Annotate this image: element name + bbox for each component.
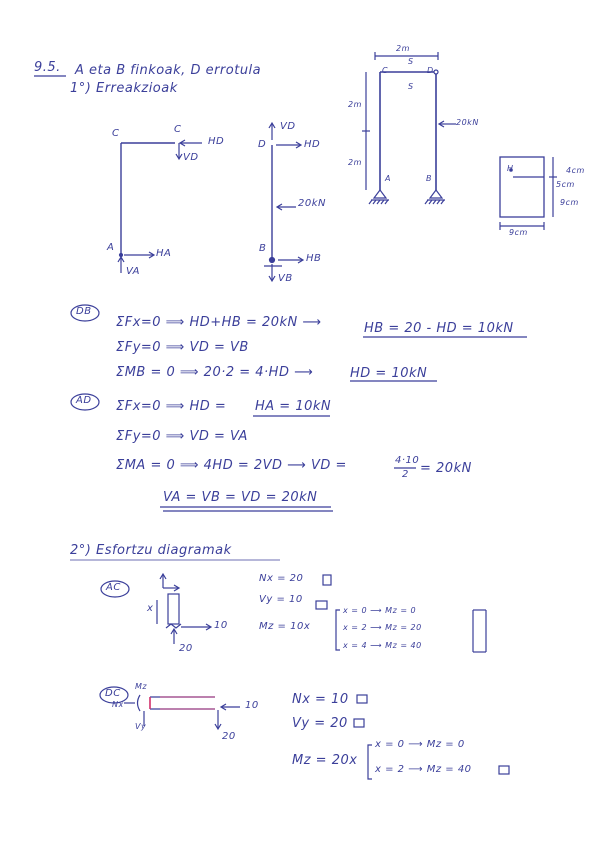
section-dim-b: 5cm xyxy=(556,180,575,189)
section-dc-tag: DC xyxy=(105,688,121,699)
frame-label-b: B xyxy=(426,174,432,183)
section-ac-case2: x = 2 ⟶ Mz = 20 xyxy=(343,623,422,632)
fbd-ac-label-vd: VD xyxy=(183,152,199,163)
section-ac-fbd-x: x xyxy=(147,603,154,614)
frame-load-label: 20kN xyxy=(456,118,479,127)
section-dc-vy: Vy = 20 xyxy=(292,716,348,731)
frame-label-c: C xyxy=(382,66,389,75)
frame-top-width: 2m xyxy=(396,44,410,53)
exercise-number: 9.5. xyxy=(34,60,61,75)
fbd-bd-label-vb: VB xyxy=(278,273,293,284)
section-ac-case3: x = 4 ⟶ Mz = 40 xyxy=(343,641,422,650)
eq-ad-line3-right: = 20kN xyxy=(420,461,472,476)
eq-db-line1-right: HB = 20 - HD = 10kN xyxy=(364,321,514,336)
section-width: 9cm xyxy=(509,228,528,237)
frame-height-lower: 2m xyxy=(348,158,362,167)
section-dc-mz: Mz = 20x xyxy=(292,753,358,768)
fbd-bd-load-label: 20kN xyxy=(298,198,326,209)
eq-db-line3-left: ΣMB = 0 ⟹ 20·2 = 4·HD ⟶ xyxy=(116,365,314,380)
eq-ad-line3-left: ΣMA = 0 ⟹ 4HD = 2VD ⟶ VD = xyxy=(116,458,347,473)
section-ac-mz: Mz = 10x xyxy=(259,621,311,632)
section-dim-a: 4cm xyxy=(566,166,585,175)
section-ac-fbd-10: 10 xyxy=(214,620,228,631)
fbd-bd-label-hd: HD xyxy=(304,139,321,150)
fbd-ac-label-ha: HA xyxy=(156,248,172,259)
eq-ad-line1-right: HA = 10kN xyxy=(255,399,332,414)
step1-heading: 1°) Erreakzioak xyxy=(70,81,178,96)
section-dc-fbd-20: 20 xyxy=(222,731,236,742)
eq-ad-line2: ΣFy=0 ⟹ VD = VA xyxy=(116,429,248,444)
frame-diagram xyxy=(362,52,456,204)
frame-label-s-top: S xyxy=(408,57,414,66)
section-ac-nx: Nx = 20 xyxy=(259,573,304,584)
eq-ad-frac-den: 2 xyxy=(402,469,409,480)
section-ac-case1: x = 0 ⟶ Mz = 0 xyxy=(343,606,417,615)
section-dc-case1: x = 0 ⟶ Mz = 0 xyxy=(375,739,465,750)
fbd-bd-label-d: D xyxy=(258,139,267,150)
frame-height-upper: 2m xyxy=(348,100,362,109)
fbd-ac-label-a: A xyxy=(107,242,115,253)
eq-ad-tag: AD xyxy=(76,395,92,406)
section-ac-vy: Vy = 10 xyxy=(259,594,303,605)
section-ac-tag: AC xyxy=(106,582,121,593)
step2-heading: 2°) Esfortzu diagramak xyxy=(70,543,232,558)
eq-db-line3-right: HD = 10kN xyxy=(350,366,428,381)
frame-label-a: A xyxy=(385,174,391,183)
eq-summary: VA = VB = VD = 20kN xyxy=(163,490,318,505)
fbd-ac-label-c: C xyxy=(112,128,120,139)
exercise-title: A eta B finkoak, D errotula xyxy=(75,63,262,78)
section-dc-fbd-mz: Mz xyxy=(135,682,148,691)
section-dc-fbd-nx: Nx xyxy=(112,700,124,709)
section-dc-nx: Nx = 10 xyxy=(292,692,349,707)
eq-db-line1-left: ΣFx=0 ⟹ HD+HB = 20kN ⟶ xyxy=(116,315,322,330)
frame-label-s-mid: S xyxy=(408,82,414,91)
frame-label-d: D xyxy=(427,66,434,75)
section-ac-sketch xyxy=(101,574,486,652)
section-ac-fbd-20: 20 xyxy=(179,643,193,654)
fbd-bd-label-vd: VD xyxy=(280,121,296,132)
section-dc-case2: x = 2 ⟶ Mz = 40 xyxy=(375,764,472,775)
eq-ad-frac-num: 4·10 xyxy=(395,455,420,466)
eq-ad-line1-left: ΣFx=0 ⟹ HD = xyxy=(116,399,227,414)
fbd-ac-label-hd: HD xyxy=(208,136,225,147)
section-label-h: H xyxy=(507,164,514,173)
fbd-ac-label-va: VA xyxy=(126,266,141,277)
eq-db-tag: DB xyxy=(76,306,92,317)
section-dc-fbd-vy: Vy xyxy=(135,722,147,731)
fbd-bd-label-b: B xyxy=(259,243,267,254)
fbd-ac-label-d-arrow: C xyxy=(174,124,182,135)
section-dc-fbd-10: 10 xyxy=(245,700,259,711)
fbd-bd-label-hb: HB xyxy=(306,253,322,264)
section-dim-c: 9cm xyxy=(560,198,579,207)
eq-db-line2: ΣFy=0 ⟹ VD = VB xyxy=(116,340,249,355)
